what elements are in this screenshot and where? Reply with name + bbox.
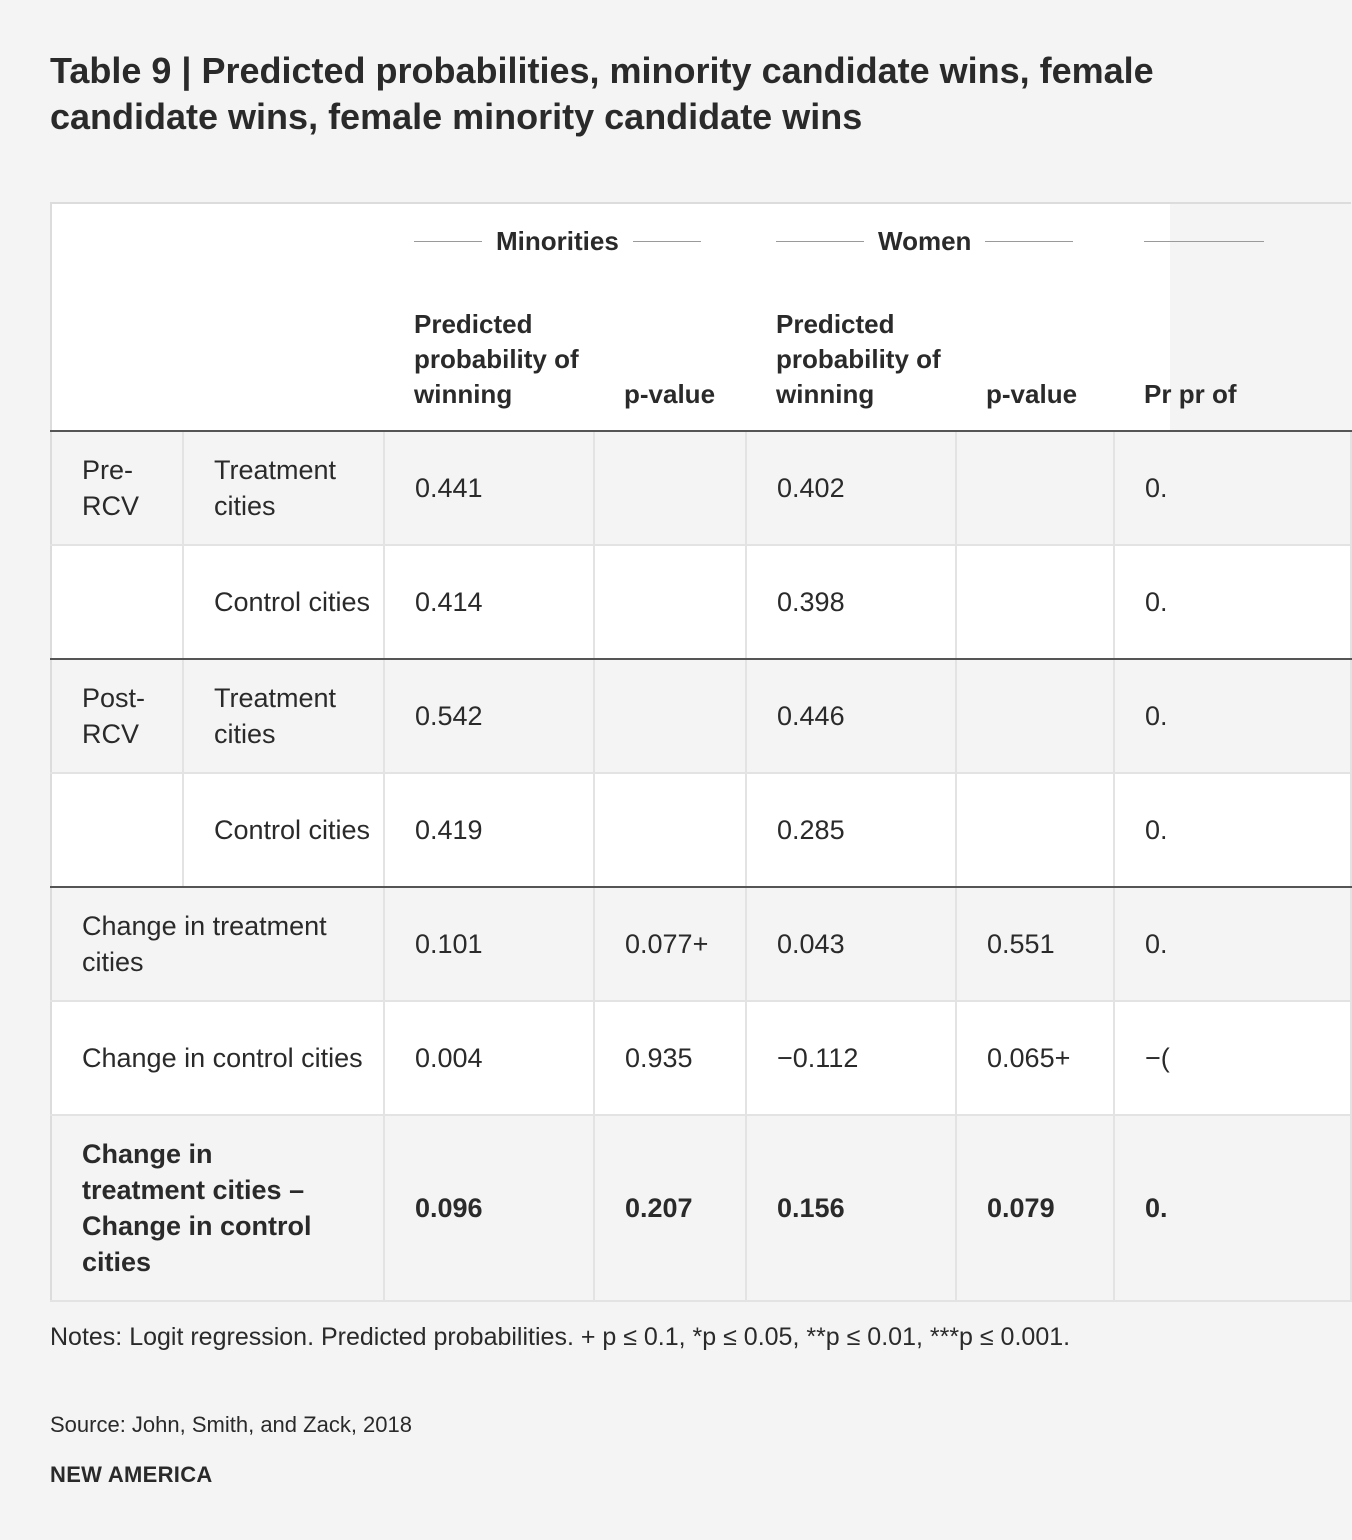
subheader-women-probability: Predicted probability of winning — [746, 276, 956, 431]
row-group-label: Control cities — [183, 545, 384, 659]
female-minorities-probability-cell: 0. — [1114, 545, 1351, 659]
minorities-pvalue-cell — [594, 773, 746, 887]
row-period-label — [51, 773, 183, 887]
women-probability-cell: 0.402 — [746, 431, 956, 545]
female-minorities-probability-cell: 0. — [1114, 1115, 1351, 1301]
group-header-minorities: Minorities — [384, 203, 746, 276]
brand-logo-text: NEW AMERICA — [50, 1462, 213, 1487]
female-minorities-probability-cell: 0. — [1114, 431, 1351, 545]
minorities-pvalue-cell: 0.935 — [594, 1001, 746, 1115]
female-minorities-probability-cell: 0. — [1114, 773, 1351, 887]
women-pvalue-cell — [956, 659, 1114, 773]
minorities-probability-cell: 0.101 — [384, 887, 594, 1001]
empty-subheader — [51, 276, 384, 431]
row-label: Change in control cities — [51, 1001, 384, 1115]
female-minorities-probability-cell: 0. — [1114, 887, 1351, 1001]
rule-line — [776, 241, 864, 242]
rule-line — [985, 241, 1073, 242]
women-probability-cell: −0.112 — [746, 1001, 956, 1115]
subheader-female-minorities-probability: Pr pr of — [1114, 276, 1351, 431]
minorities-probability-cell: 0.414 — [384, 545, 594, 659]
table-row — [51, 431, 1351, 545]
difference-label: Change in treatment cities – Change in control cities — [82, 1139, 312, 1277]
rule-line — [1144, 241, 1264, 242]
minorities-pvalue-cell — [594, 545, 746, 659]
row-group-label: Treatment cities — [183, 431, 384, 545]
data-table — [50, 202, 1352, 1302]
subheader-minorities-pvalue: p-value — [594, 276, 746, 431]
women-probability-cell: 0.398 — [746, 545, 956, 659]
women-probability-cell: 0.446 — [746, 659, 956, 773]
women-pvalue-cell — [956, 431, 1114, 545]
table-row — [51, 545, 1351, 659]
row-period-label — [51, 545, 183, 659]
minorities-probability-cell: 0.419 — [384, 773, 594, 887]
row-label — [51, 1115, 384, 1301]
minorities-pvalue-cell: 0.207 — [594, 1115, 746, 1301]
table-row — [51, 887, 1351, 1001]
table-row — [51, 659, 1351, 773]
table-row — [51, 773, 1351, 887]
rule-line — [633, 241, 701, 242]
row-group-label: Control cities — [183, 773, 384, 887]
women-probability-cell: 0.043 — [746, 887, 956, 1001]
row-period-label: Post-RCV — [51, 659, 183, 773]
table-title: Table 9 | Predicted probabilities, minority candidate wins, female candidate wins, female minority candidate wins — [50, 50, 1154, 137]
minorities-pvalue-cell: 0.077+ — [594, 887, 746, 1001]
minorities-probability-cell: 0.542 — [384, 659, 594, 773]
women-pvalue-cell — [956, 773, 1114, 887]
women-pvalue-cell: 0.065+ — [956, 1001, 1114, 1115]
subheader-minorities-probability: Predicted probability of winning — [384, 276, 594, 431]
row-label: Change in treatment cities — [51, 887, 384, 1001]
women-probability-cell: 0.285 — [746, 773, 956, 887]
rule-line — [414, 241, 482, 242]
row-period-label: Pre-RCV — [51, 431, 183, 545]
minorities-probability-cell: 0.441 — [384, 431, 594, 545]
group-header-women: Women — [746, 203, 1114, 276]
female-minorities-probability-cell: 0. — [1114, 659, 1351, 773]
table-notes: Notes: Logit regression. Predicted probabilities. + p ≤ 0.1, *p ≤ 0.05, **p ≤ 0.01, ***p ≤ 0.001. — [50, 1323, 1071, 1351]
women-pvalue-cell — [956, 545, 1114, 659]
table-row — [51, 1001, 1351, 1115]
group-header-female-minorities — [1114, 203, 1351, 276]
women-pvalue-cell: 0.079 — [956, 1115, 1114, 1301]
minorities-probability-cell: 0.004 — [384, 1001, 594, 1115]
subheader-women-pvalue: p-value — [956, 276, 1114, 431]
female-minorities-probability-cell: −( — [1114, 1001, 1351, 1115]
women-probability-cell: 0.156 — [746, 1115, 956, 1301]
minorities-probability-cell: 0.096 — [384, 1115, 594, 1301]
minorities-pvalue-cell — [594, 431, 746, 545]
minorities-pvalue-cell — [594, 659, 746, 773]
table-source: Source: John, Smith, and Zack, 2018 — [50, 1412, 412, 1437]
empty-header — [51, 203, 384, 276]
women-pvalue-cell: 0.551 — [956, 887, 1114, 1001]
table-row-difference — [51, 1115, 1351, 1301]
data-table-container[interactable] — [50, 202, 1237, 1284]
row-group-label: Treatment cities — [183, 659, 384, 773]
